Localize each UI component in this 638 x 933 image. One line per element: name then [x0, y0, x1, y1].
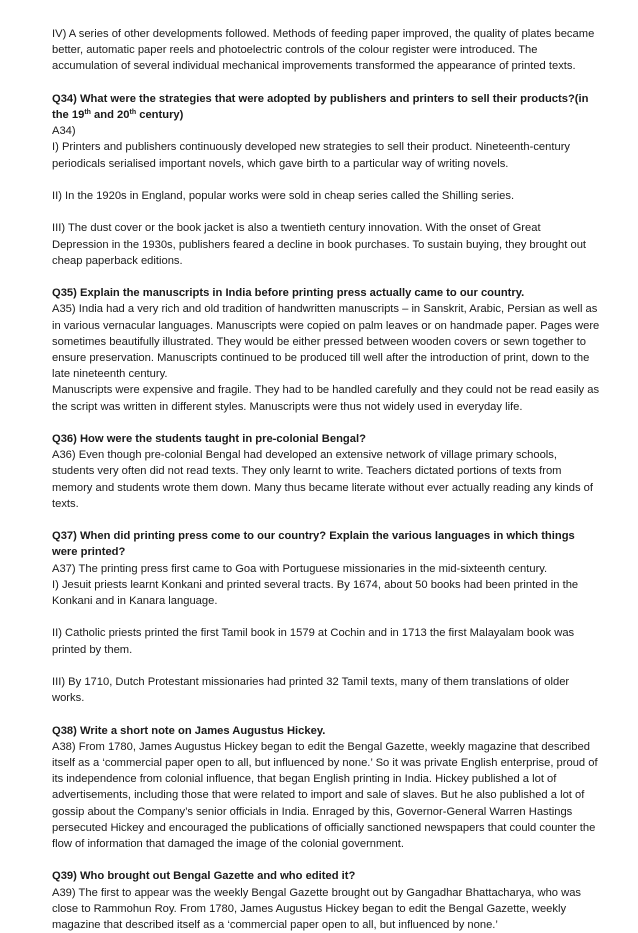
question-35: Q35) Explain the manuscripts in India before printing press actually came to our country.	[52, 287, 525, 300]
answer-35-paragraph-1: A35) India had a very rich and old tradition of handwritten manuscripts – in Sanskrit, Arabic, Persian as well as in various vernacular languages. Manuscripts were copied on palm leaves or on handmade paper. Pages were sometimes beautifully illustrated. They would be either pressed between wooden covers or sewn together to ensure preservation. Manuscripts continued to be produced till well after the introduction of print, down to the late nineteenth century.	[52, 303, 600, 381]
question-34-sup-1: th	[84, 109, 91, 116]
answer-34-point-2: II) In the 1920s in England, popular works were sold in cheap series called the Shilling series.	[52, 190, 515, 202]
question-39: Q39) Who brought out Bengal Gazette and who edited it?	[52, 870, 356, 883]
question-34-sup-2: th	[129, 109, 137, 116]
intro-paragraph-iv: IV) A series of other developments followed. Methods of feeding paper improved, the quality of plates became better, automatic paper reels and photoelectric controls of the colour register were introduced. The accumulation of several individual mechanical improvements transformed the appearance of printed texts.	[52, 28, 595, 73]
answer-37-point-1: I) Jesuit priests learnt Konkani and printed several tracts. By 1674, about 50 books had been printed in the Konkani and in Kanara language.	[52, 578, 579, 608]
answer-37-point-2: II) Catholic priests printed the first Tamil book in 1579 at Cochin and in 1713 the first Malayalam book was printed by them.	[52, 627, 575, 656]
question-36: Q36) How were the students taught in pre-colonial Bengal?	[52, 433, 366, 445]
answer-36-paragraph: A36) Even though pre-colonial Bengal had developed an extensive network of village primary schools, students very often did not read texts. They only learnt to write. Teachers dictated portions of texts from memory and students wrote them down. Many thus became literate without ever actually reading any kinds of texts.	[52, 449, 594, 510]
question-34-text-c: century)	[136, 109, 184, 121]
answer-35-paragraph-2: Manuscripts were expensive and fragile. They had to be handled carefully and they could not be read easily as the script was written in different styles. Manuscripts were thus not widely used in everyday life.	[52, 384, 600, 413]
question-34-text-a: Q34) What were the strategies that were adopted by publishers and printers to sell their products?(in the 19	[52, 92, 589, 121]
answer-37-intro: A37) The printing press first came to Goa with Portuguese missionaries in the mid-sixteenth century.	[52, 562, 548, 575]
question-34	[52, 91, 600, 123]
question-38: Q38) Write a short note on James Augustus Hickey.	[52, 724, 326, 737]
answer-37-point-3: III) By 1710, Dutch Protestant missionaries had printed 32 Tamil texts, many of them translations of older works.	[52, 676, 570, 705]
answer-34-label: A34)	[52, 125, 76, 138]
question-34-text-b: and 20	[90, 109, 130, 121]
answer-39-paragraph: A39) The first to appear was the weekly Bengal Gazette brought out by Gangadhar Bhattacharya, who was close to Rammohun Roy. From 1780, James Augustus Hickey began to edit the Bengal Gazette, weekly magazine that described itself as a ‘commercial paper open to all, but influenced by none.’	[52, 886, 582, 932]
question-37: Q37) When did printing press come to our country? Explain the various languages in which things were printed?	[52, 530, 575, 559]
answer-34-point-3: III) The dust cover or the book jacket is also a twentieth century innovation. With the onset of Great Depression in the 1930s, publishers feared a decline in book purchases. To sustain buying, they brought out cheap paperback editions.	[52, 222, 587, 267]
answer-38-paragraph: A38) From 1780, James Augustus Hickey began to edit the Bengal Gazette, weekly magazine that described itself as a ‘commercial paper open to all, but influenced by none.’ So it was private English enterprise, proud of its independence from colonial influence, that began English printing in India. Hickey published a lot of advertisements, including those that were related to import and sale of slaves. But he also published a lot of gossip about the Company’s senior officials in India. Enraged by this, Governor-General Warren Hastings persecuted Hickey and encouraged the publications of officially sanctioned newspapers that could counter the flow of information that damaged the image of the colonial government.	[52, 740, 598, 851]
answer-34-point-1: I) Printers and publishers continuously developed new strategies to sell their product. Nineteenth-century periodicals serialised important novels, which gave birth to a particular way of writing novels.	[52, 141, 571, 170]
